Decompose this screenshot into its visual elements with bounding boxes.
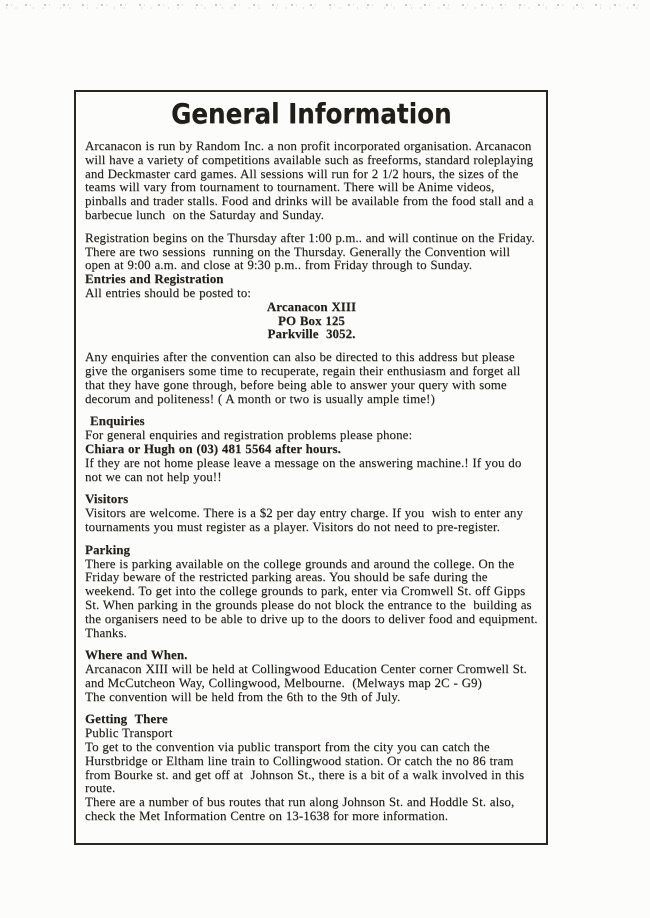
entries-heading: Entries and Registration	[85, 272, 224, 287]
address-line-name: Arcanacon XIII	[266, 299, 357, 314]
page-title-text: General Information	[171, 97, 452, 130]
section-getting-there	[85, 713, 538, 823]
registration-paragraph: Registration begins on the Thursday after 1:00 p.m.. and will continue on the Friday. There are two sessions running on the Thursday. Generally the Convention will open at 9:00 a.m. and close at 9:30 p.m.. from Friday through to Sunday.	[85, 230, 539, 273]
enquiries-intro-line: For general enquiries and registration problems please phone:	[85, 428, 413, 443]
public-transport-subheading: Public Transport	[85, 726, 173, 741]
enquiries-phone-line: Chiara or Hugh on (03) 481 5564 after hours.	[85, 441, 341, 456]
parking-paragraph: There is parking available on the college grounds and around the college. On the Friday beware of the restricted parking areas. You should be safe during the weekend. To get into the college grounds to park, enter via Cromwell St. off Gipps St. When parking in the grounds please do not block the entrance to the building as the organisers need to be able to drive up to the doors to deliver food and equipment. Thanks.	[85, 556, 542, 640]
enquiries-note-line: If they are not home please leave a message on the answering machine.! If you do not we can not help you!!	[85, 455, 526, 484]
postal-address-block	[85, 301, 538, 342]
post-convention-note-paragraph: Any enquiries after the convention can also be directed to this address but please give the organisers some time to recuperate, regain their enthusiasm and forget all that they have gone through, before being able to answer your query with some decorum and politeness! ( A month or two is usually ample time!)	[85, 350, 525, 406]
section-visitors	[85, 493, 538, 534]
train-tram-paragraph: To get to the convention via public transport from the city you can catch the Hurstbridge or Eltham line train to Collingwood station. Or catch the no 86 tram from Bourke st. and get off at Johnson St., there is a bit of a walk involved in this route.	[85, 740, 528, 796]
where-when-heading: Where and When.	[85, 648, 188, 663]
getting-there-heading: Getting There	[85, 712, 168, 727]
section-where-and-when	[85, 649, 538, 704]
visitors-heading: Visitors	[85, 492, 129, 507]
enquiries-heading: Enquiries	[90, 414, 145, 429]
section-entries-and-registration	[85, 273, 538, 342]
intro-paragraph: Arcanacon is run by Random Inc. a non profit incorporated organisation. Arcanacon will have a variety of competitions available such as freeforms, standard roleplaying and Deckmaster card games. All sessions will run for 2 1/2 hours, the sizes of the teams will vary from tournament to tournament. There will be Anime videos, pinballs and trader stalls. Food and drinks will be available from the food stall and a barbecue lunch on the Saturday and Sunday.	[85, 139, 538, 222]
address-line-pobox: PO Box 125	[278, 313, 345, 328]
general-information-box	[74, 90, 548, 845]
bus-paragraph: There are a number of bus routes that run along Johnson St. and Hoddle St. also, check the Met Information Centre on 13-1638 for more information.	[85, 795, 519, 824]
page-title	[85, 98, 538, 130]
section-enquiries	[85, 415, 538, 484]
parking-heading: Parking	[85, 542, 131, 557]
dates-line: The convention will be held from the 6th to the 9th of July.	[85, 689, 401, 704]
entries-lead-line: All entries should be posted to:	[85, 285, 251, 300]
venue-paragraph: Arcanacon XIII will be held at Collingwood Education Center corner Cromwell St. and McCutcheon Way, Collingwood, Melbourne. (Melways map 2C - G9)	[85, 662, 531, 690]
visitors-paragraph: Visitors are welcome. There is a $2 per day entry charge. If you wish to enter any tournaments you must register as a player. Visitors do not need to pre-register.	[85, 506, 527, 534]
section-parking	[85, 542, 542, 641]
scanner-noise-artifact	[6, 4, 644, 10]
address-line-suburb: Parkville 3052.	[267, 327, 356, 342]
